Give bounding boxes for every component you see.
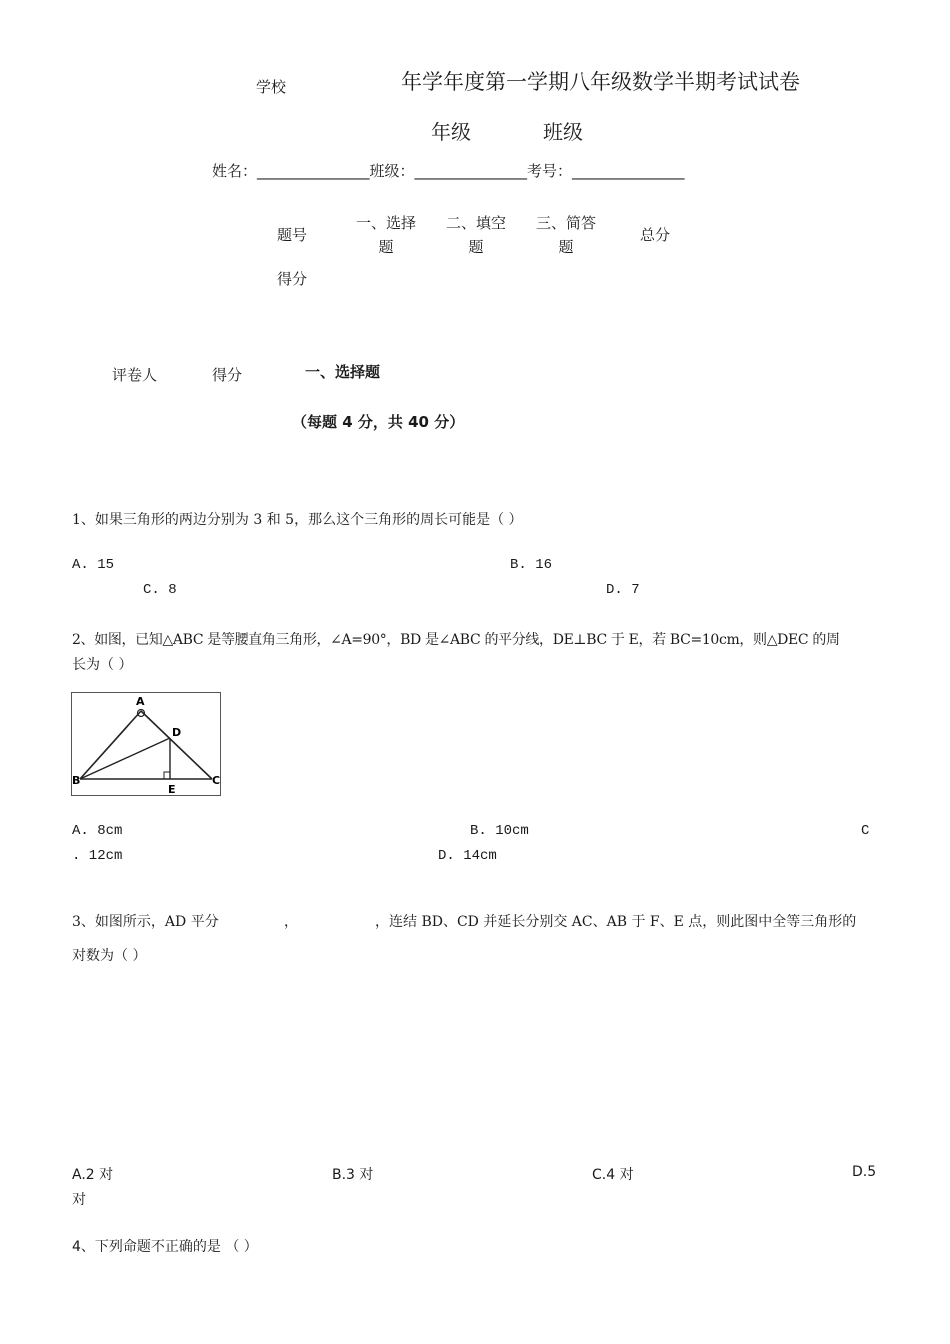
exam-title: 年学年度第一学期八年级数学半期考试试卷 [401, 70, 800, 94]
label-e: E [168, 783, 176, 795]
score-col-choice: 一、选择 题 [355, 214, 416, 256]
class-heading-label: 班级 [543, 120, 583, 144]
q2-option-c-value[interactable]: . 12cm [72, 848, 123, 864]
side-ac [141, 711, 212, 779]
triangle-figure [71, 692, 221, 796]
exam-number-label: 考号： [527, 162, 573, 180]
name-field[interactable]: _______________ [257, 162, 370, 180]
question-number-header: 题号 [277, 226, 308, 244]
question-4-stem: 4、下列命题不正确的是 （ ） [72, 1239, 258, 1255]
school-label: 学校 [256, 78, 287, 96]
segment-bd [80, 738, 170, 779]
question-3-comma: ， [284, 914, 298, 930]
label-d: D [172, 726, 182, 739]
question-3-stem-part2: ，连结 BD、CD 并延长分别交 AC、AB 于 F、E 点，则此图中全等三角形的 [375, 914, 857, 930]
student-info-line [212, 160, 685, 181]
grade-label: 年级 [431, 120, 471, 144]
q1-option-c[interactable]: C. 8 [143, 582, 177, 598]
q2-option-c-letter[interactable]: C [861, 823, 870, 839]
triangle-diagram [72, 693, 220, 795]
label-a: A [136, 695, 145, 708]
q1-option-a[interactable]: A. 15 [72, 557, 115, 573]
question-3-stem-line2: 对数为（ ） [72, 948, 147, 964]
class-field[interactable]: _______________ [414, 162, 528, 180]
section1-heading: 一、选择题 [305, 363, 381, 381]
q2-option-d[interactable]: D. 14cm [438, 848, 497, 864]
score-row-label: 得分 [277, 270, 308, 288]
q3-option-d-unit[interactable]: 对 [72, 1192, 86, 1208]
score-col-short-answer: 三、简答 题 [535, 214, 596, 256]
question-2-stem-line1: 2、如图，已知△ABC 是等腰直角三角形，∠A=90°，BD 是∠ABC 的平分线，DE⊥BC 于 E，若 BC=10cm，则△DEC 的周 [72, 632, 840, 648]
reviewer-label: 评卷人 [112, 366, 158, 384]
right-angle-mark-e [164, 772, 170, 779]
q3-option-a[interactable]: A.2 对 [72, 1167, 114, 1183]
q3-option-d-value[interactable]: D.5 [852, 1164, 877, 1180]
q1-option-b[interactable]: B. 16 [510, 557, 553, 573]
label-b: B [72, 774, 81, 787]
section1-note: （每题 4 分，共 40 分） [292, 413, 465, 431]
exam-number-field[interactable]: _______________ [572, 162, 685, 180]
q2-option-a[interactable]: A. 8cm [72, 823, 123, 839]
side-ab [80, 711, 141, 779]
q2-option-b[interactable]: B. 10cm [470, 823, 529, 839]
class-label: 班级： [369, 162, 415, 180]
total-score-header: 总分 [640, 226, 671, 244]
score-col-fill: 二、填空 题 [445, 214, 506, 256]
question-1-stem: 1、如果三角形的两边分别为 3 和 5，那么这个三角形的周长可能是（ ） [72, 512, 523, 528]
label-c: C [212, 774, 220, 787]
q3-option-c[interactable]: C.4 对 [592, 1167, 634, 1183]
q3-option-b[interactable]: B.3 对 [332, 1167, 374, 1183]
question-3-stem-part1: 3、如图所示，AD 平分 [72, 914, 219, 930]
q1-option-d[interactable]: D. 7 [606, 582, 640, 598]
question-2-stem-line2: 长为（ ） [72, 657, 133, 673]
name-label: 姓名： [212, 162, 258, 180]
grader-score-label: 得分 [212, 366, 243, 384]
